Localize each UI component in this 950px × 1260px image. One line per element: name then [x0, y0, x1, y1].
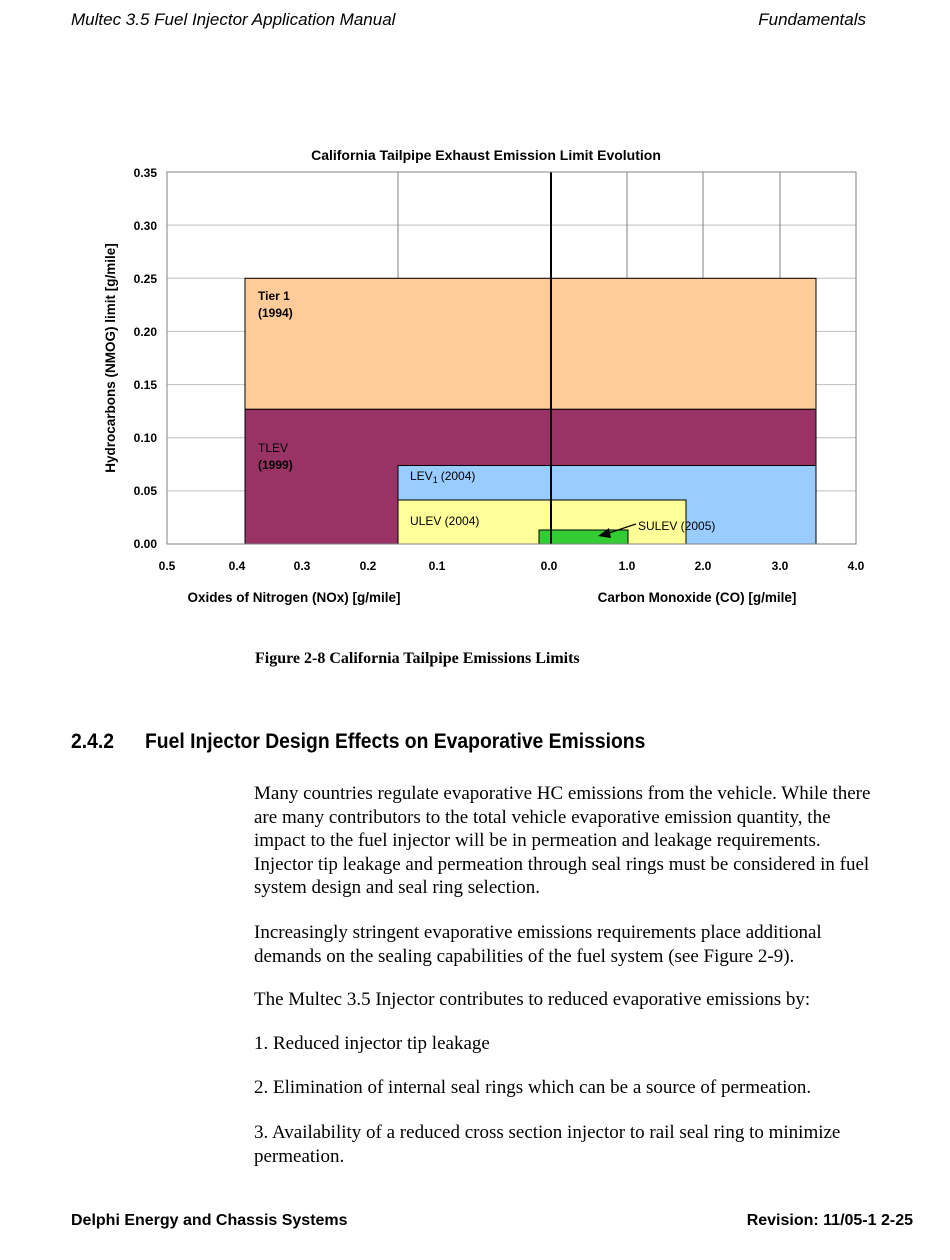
ulev-label: ULEV (2004) — [410, 514, 480, 528]
y-tick: 0.15 — [133, 378, 157, 392]
co-tick: 0.0 — [540, 559, 558, 573]
lev-year: (2004) — [440, 469, 476, 483]
x-tick-labels — [159, 559, 865, 573]
nox-tick: 0.1 — [428, 559, 446, 573]
y-tick: 0.25 — [133, 272, 157, 286]
list-item-1: 1. Reduced injector tip leakage — [254, 1033, 490, 1054]
section-title: Fuel Injector Design Effects on Evaporative Emissions — [145, 730, 646, 753]
footer-revision: Revision: 11/05-1 2-25 — [746, 1212, 913, 1229]
y-tick: 0.20 — [133, 325, 157, 339]
footer-company: Delphi Energy and Chassis Systems — [71, 1212, 348, 1229]
lev-label — [410, 469, 475, 485]
paragraph-3: The Multec 3.5 Injector contributes to reduced evaporative emissions by: — [254, 989, 811, 1010]
x-axis-label-co: Carbon Monoxide (CO) [g/mile] — [597, 590, 797, 605]
region-tier1 — [245, 278, 816, 409]
co-tick: 4.0 — [847, 559, 865, 573]
paragraph-2: Increasingly stringent evaporative emissions requirements place additional demands on the sealing capabilities of the fuel system (see Figure 2-9). — [254, 922, 822, 967]
list-item-3: 3. Availability of a reduced cross section injector to rail seal ring to minimize permeation. — [254, 1122, 841, 1167]
sulev-label: SULEV (2005) — [638, 519, 716, 533]
y-tick: 0.10 — [133, 431, 157, 445]
list-item-2: 2. Elimination of internal seal rings which can be a source of permeation. — [254, 1077, 812, 1098]
tier1-year: (1994) — [258, 306, 293, 320]
lev-subscript: 1 — [432, 475, 438, 485]
co-tick: 2.0 — [694, 559, 712, 573]
nox-tick: 0.4 — [228, 559, 246, 573]
chart-title: California Tailpipe Exhaust Emission Limit Evolution — [311, 147, 661, 163]
y-axis-label: Hydrocarbons (NMOG) limit [g/mile] — [103, 243, 118, 473]
nox-tick: 0.3 — [293, 559, 311, 573]
paragraph-1: Many countries regulate evaporative HC emissions from the vehicle. While there are many contributors to the total vehicle evaporative emission quantity, the impact to the fuel injector will be in permeation and leakage requirements. Injector tip leakage and permeation through seal rings must be considered in fuel system design and seal ring selection. — [254, 783, 871, 898]
nox-tick: 0.5 — [158, 559, 176, 573]
page-header-title: Multec 3.5 Fuel Injector Application Manual — [71, 10, 396, 29]
lev-main: LEV — [410, 469, 433, 483]
co-tick: 3.0 — [771, 559, 789, 573]
page-header-section: Fundamentals — [758, 10, 866, 29]
y-tick: 0.00 — [133, 537, 157, 551]
tier1-label: Tier 1 — [258, 289, 290, 303]
y-tick-labels — [134, 166, 158, 551]
tlev-label: TLEV — [258, 441, 289, 455]
y-tick: 0.35 — [133, 166, 157, 180]
y-tick: 0.05 — [133, 484, 157, 498]
x-axis-label-nox: Oxides of Nitrogen (NOx) [g/mile] — [187, 590, 401, 605]
co-tick: 1.0 — [618, 559, 636, 573]
figure-caption: Figure 2-8 California Tailpipe Emissions Limits — [255, 650, 580, 667]
emission-limit-chart — [0, 140, 950, 620]
tlev-year: (1999) — [258, 458, 293, 472]
section-number: 2.4.2 — [71, 730, 114, 753]
nox-tick: 0.2 — [359, 559, 377, 573]
y-tick: 0.30 — [133, 219, 157, 233]
